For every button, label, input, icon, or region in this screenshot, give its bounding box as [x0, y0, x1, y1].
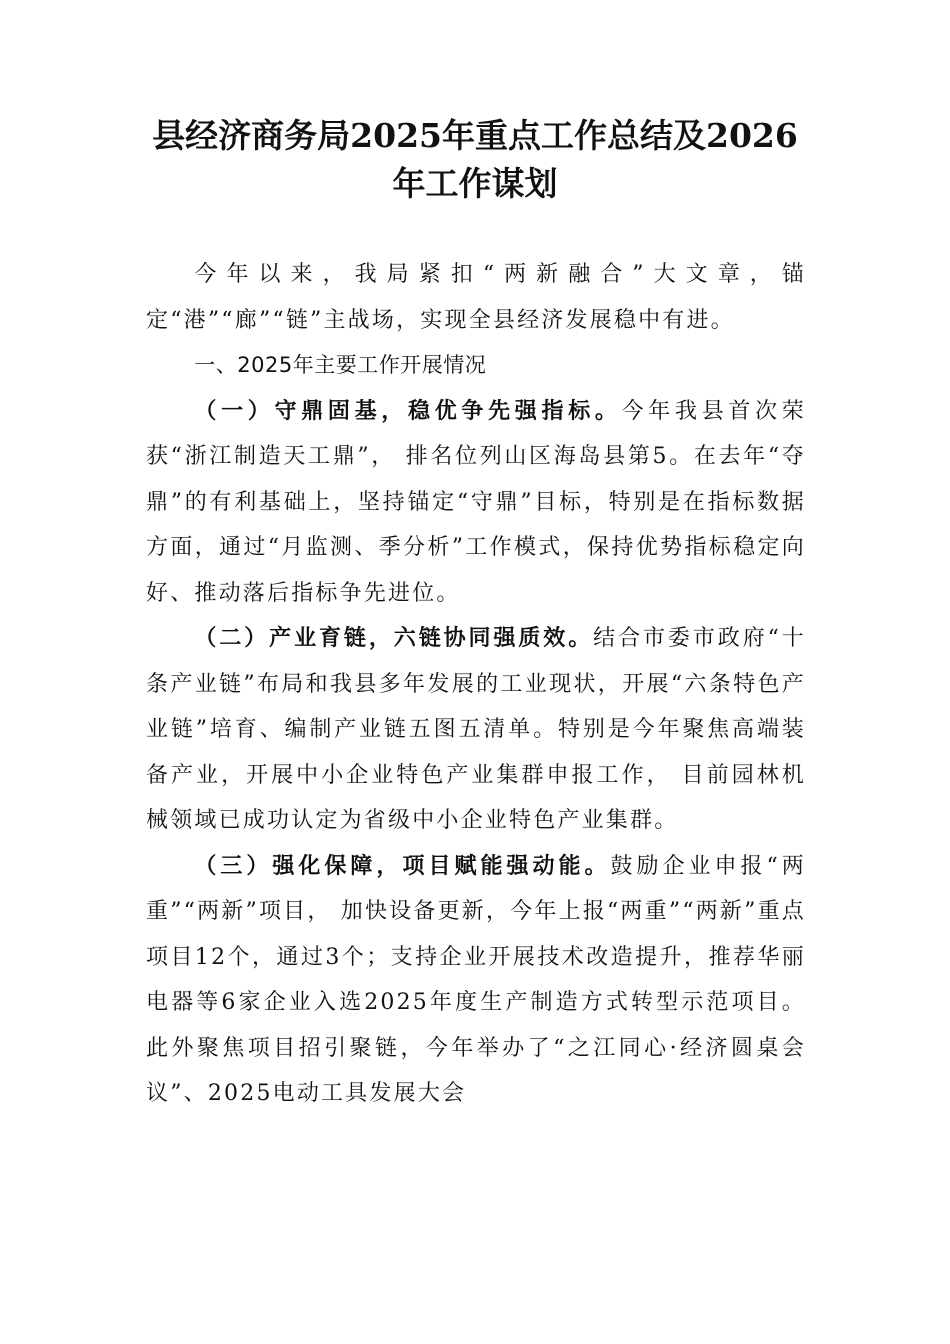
item-paragraph-3 — [146, 844, 806, 1117]
item-lead-2: （二）产业育链，六链协同强质效。 — [194, 625, 594, 651]
section-heading: 一、2025年主要工作开展情况 — [194, 353, 487, 377]
item-lead-3: （三）强化保障，项目赋能强动能。 — [194, 852, 611, 879]
item-text-1: 今年我县首次荣获“浙江制造天工鼎”， 排名位列山区海岛县第5。在去年“夺鼎”的有利基础上，坚持锚定“守鼎”目标，特别是在指标数据方面，通过“月监测、季分析”工作模式，保持优势指标稳定向好、推动落后指标争先进位。 — [146, 398, 806, 606]
document-body — [146, 252, 806, 1117]
item-paragraph-1 — [146, 389, 806, 617]
document-title: 县经济商务局2025年重点工作总结及2026年工作谋划 — [152, 116, 798, 203]
item-paragraph-2 — [146, 616, 806, 844]
intro-paragraph: 今年以来，我局紧扣“两新融合”大文章，锚定“港”“廊”“链”主战场，实现全县经济发展稳中有进。 — [146, 262, 806, 333]
item-lead-1: （一）守鼎固基，稳优争先强指标。 — [194, 397, 622, 424]
item-text-3: 鼓励企业申报“两重”“两新”项目， 加快设备更新，今年上报“两重”“两新”重点项目12个，通过3个；支持企业开展技术改造提升，推荐华丽电器等6家企业入选2025年度生产制造方式转型示范项目。此外聚焦项目招引聚链，今年举办了“之江同心·经济圆桌会议”、2025电动工具发展大会 — [146, 853, 806, 1106]
item-text-2: 结合市委市政府“十条产业链”布局和我县多年发展的工业现状，开展“六条特色产业链”培育、编制产业链五图五清单。特别是今年聚焦高端装备产业，开展中小企业特色产业集群申报工作， 目前园林机械领域已成功认定为省级中小企业特色产业集群。 — [146, 626, 806, 833]
